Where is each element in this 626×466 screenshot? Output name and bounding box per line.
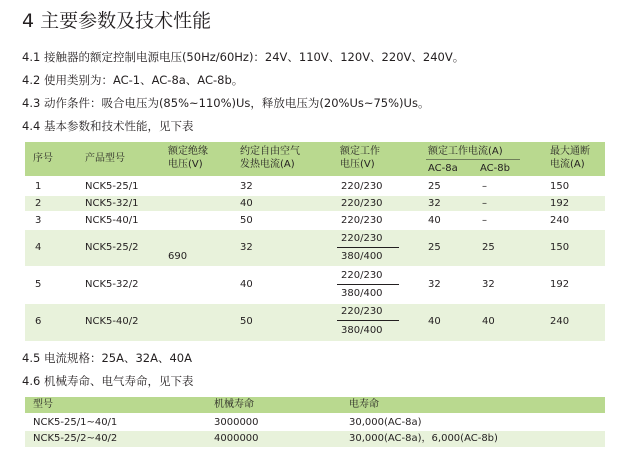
th-ac8a: AC-8a xyxy=(428,163,458,174)
cell-voltage: 220/230 xyxy=(341,198,383,209)
th2-elec: 电寿命 xyxy=(349,399,379,410)
cell-ac8b: – xyxy=(482,198,487,209)
cell-model: NCK5-32/2 xyxy=(85,279,139,290)
cell-voltage-a: 220/230 xyxy=(341,306,383,317)
cell-model: NCK5-32/1 xyxy=(85,198,139,209)
table2-header-band xyxy=(25,397,605,413)
cell-ac8b: 40 xyxy=(482,316,495,327)
cell-voltage-b: 380/400 xyxy=(341,325,383,336)
cell-ac8b: 25 xyxy=(482,242,495,253)
cell-seq: 5 xyxy=(35,279,42,290)
cell-voltage: 220/230 xyxy=(341,181,383,192)
cell-thermal: 40 xyxy=(240,198,253,209)
para-4-4: 4.4 基本参数和技术性能，见下表 xyxy=(22,119,194,133)
cell-ac8a: 40 xyxy=(428,316,441,327)
cell-model: NCK5-25/2~40/2 xyxy=(33,433,118,444)
cell-voltage: 220/230 xyxy=(341,215,383,226)
cell-ac8b: – xyxy=(482,181,487,192)
th-work-current: 额定工作电流(A) xyxy=(428,146,503,157)
cell-max: 240 xyxy=(550,215,570,226)
cell-elec: 30,000(AC-8a)，6,000(AC-8b) xyxy=(349,433,498,444)
para-4-2: 4.2 使用类别为：AC-1、AC-8a、AC-8b。 xyxy=(22,73,244,87)
cell-max: 150 xyxy=(550,242,570,253)
cell-ac8a: 32 xyxy=(428,279,441,290)
th-max-2: 电流(A) xyxy=(550,159,585,170)
th-ins-voltage-1: 额定绝缘 xyxy=(168,146,208,157)
th-seq: 序号 xyxy=(33,153,53,164)
cell-voltage-b: 380/400 xyxy=(341,288,383,299)
cell-model: NCK5-25/1 xyxy=(85,181,139,192)
th-thermal-2: 发热电流(A) xyxy=(240,159,295,170)
cell-seq: 4 xyxy=(35,242,42,253)
cell-ac8a: 25 xyxy=(428,181,441,192)
cell-ac8b: 32 xyxy=(482,279,495,290)
th-max-1: 最大通断 xyxy=(550,146,590,157)
section-title: 4 主要参数及技术性能 xyxy=(22,10,212,32)
cell-voltage-a: 220/230 xyxy=(341,270,383,281)
th-thermal-1: 约定自由空气 xyxy=(240,146,300,157)
cell-mech: 3000000 xyxy=(214,417,259,428)
cell-voltage-b: 380/400 xyxy=(341,251,383,262)
th-work-voltage-1: 额定工作 xyxy=(340,146,380,157)
th-work-voltage-2: 电压(V) xyxy=(340,159,375,170)
insulation-voltage-cell: 690 xyxy=(168,251,188,262)
th-ac8b: AC-8b xyxy=(480,163,510,174)
th-ins-voltage-2: 电压(V) xyxy=(168,159,203,170)
cell-voltage-a: 220/230 xyxy=(341,233,383,244)
cell-ac8a: 25 xyxy=(428,242,441,253)
cell-thermal: 50 xyxy=(240,215,253,226)
cell-model: NCK5-25/1~40/1 xyxy=(33,417,118,428)
cell-model: NCK5-40/1 xyxy=(85,215,139,226)
voltage-divider xyxy=(337,284,399,285)
voltage-divider xyxy=(337,247,399,248)
cell-max: 192 xyxy=(550,198,570,209)
para-4-6: 4.6 机械寿命、电气寿命，见下表 xyxy=(22,374,194,388)
cell-max: 240 xyxy=(550,316,570,327)
th-work-current-underline xyxy=(426,159,520,160)
cell-thermal: 32 xyxy=(240,181,253,192)
cell-mech: 4000000 xyxy=(214,433,259,444)
cell-seq: 1 xyxy=(35,181,42,192)
cell-ac8b: – xyxy=(482,215,487,226)
cell-seq: 3 xyxy=(35,215,42,226)
th2-model: 型号 xyxy=(33,399,53,410)
voltage-divider xyxy=(337,320,399,321)
cell-max: 192 xyxy=(550,279,570,290)
cell-max: 150 xyxy=(550,181,570,192)
cell-elec: 30,000(AC-8a) xyxy=(349,417,422,428)
cell-model: NCK5-40/2 xyxy=(85,316,139,327)
cell-seq: 2 xyxy=(35,198,42,209)
cell-thermal: 32 xyxy=(240,242,253,253)
th2-mech: 机械寿命 xyxy=(214,399,254,410)
cell-thermal: 50 xyxy=(240,316,253,327)
cell-model: NCK5-25/2 xyxy=(85,242,139,253)
cell-ac8a: 40 xyxy=(428,215,441,226)
cell-thermal: 40 xyxy=(240,279,253,290)
para-4-5: 4.5 电流规格：25A、32A、40A xyxy=(22,351,192,365)
para-4-3: 4.3 动作条件：吸合电压为(85%~110%)Us，释放电压为(20%Us~75%)Us。 xyxy=(22,96,430,110)
para-4-1: 4.1 接触器的额定控制电源电压(50Hz/60Hz)：24V、110V、120V、220V、240V。 xyxy=(22,50,465,64)
cell-ac8a: 32 xyxy=(428,198,441,209)
th-model: 产品型号 xyxy=(85,153,125,164)
cell-seq: 6 xyxy=(35,316,42,327)
